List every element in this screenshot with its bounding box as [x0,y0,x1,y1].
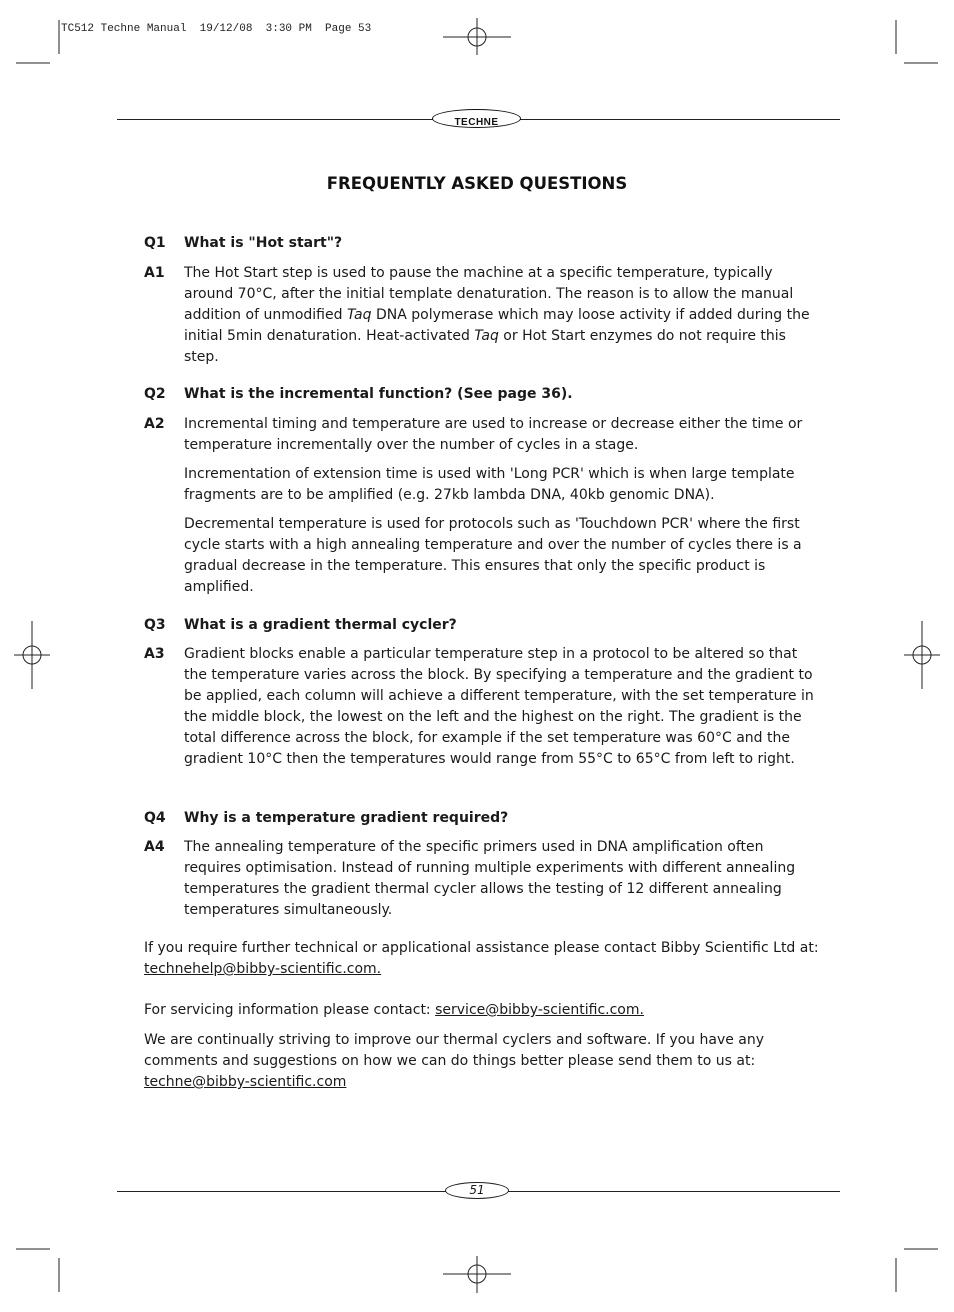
question-tag: Q1 [144,235,166,251]
answer-paragraph: Incremental timing and temperature are used to increase or decrease either the time or temperature incrementally over the number of cycles in a stage. [184,416,803,453]
question-tag: Q4 [144,810,166,826]
answer-tag: A3 [144,646,165,662]
question-tag: Q2 [144,386,166,402]
registration-mark-left [14,621,50,689]
registration-mark-right [904,621,940,689]
question-text: What is the incremental function? (See page 36). [184,386,573,402]
print-slug: TC512 Techne Manual 19/12/08 3:30 PM Page 53 [61,23,372,35]
question-3 [144,615,824,636]
service-contact [144,1000,824,1021]
question-tag: Q3 [144,617,166,633]
answer-paragraph: The annealing temperature of the specific primers used in DNA amplification often requires optimisation. Instead of running multiple experiments with different annealing temperatures the gradient thermal cycler allows the testing of 12 different annealing temperatures simultaneously. [184,839,796,918]
answer-tag: A4 [144,839,165,855]
question-text: What is "Hot start"? [184,235,343,251]
answer-paragraph: Incrementation of extension time is used with 'Long PCR' which is when large template fragments are to be amplified (e.g. 27kb lambda DNA, 40kb genomic DNA). [184,466,795,503]
answer-tag: A2 [144,416,165,432]
taq-italic: Taq [474,328,499,344]
techne-email-link[interactable]: techne@bibby-scientific.com [144,1074,347,1090]
answer-text: The Hot Start step is used to pause the machine at a specific temperature, typically around 70°C, after the initial template denaturation. The reason is to allow the manual addition of unmodified Taq DNA polymerase which may loose activity if added during the initial 5min denaturation. Heat-activated Taq or Hot Start enzymes do not require this step. [184,265,810,365]
logo-text: TECHNE [454,117,499,128]
question-text: Why is a temperature gradient required? [184,810,509,826]
answer-paragraph: Decremental temperature is used for protocols such as 'Touchdown PCR' where the first cycle starts with a high annealing temperature and over the number of cycles there is a gradual decrease in the temperature. This ensures that only the specific product is amplified. [184,516,802,595]
taq-italic: Taq [346,307,372,323]
question-text: What is a gradient thermal cycler? [184,617,457,633]
service-text: For servicing information please contact: [144,1002,436,1018]
answer-tag: A1 [144,265,165,281]
page-number: 51 [445,1182,509,1199]
page-title: FREQUENTLY ASKED QUESTIONS [326,174,628,193]
question-2 [144,384,824,405]
answer-2 [144,414,824,606]
assistance-contact [144,938,824,980]
registration-mark-bottom [443,1256,511,1293]
answer-1 [144,263,824,368]
question-1 [144,233,824,254]
techne-logo [432,109,521,128]
question-4 [144,808,824,829]
answer-paragraph: Gradient blocks enable a particular temperature step in a protocol to be altered so that the temperature varies across the block. By specifying a temperature and the gradient to be applied, each column will achieve a different temperature, with the set temperature in the middle block, the lowest on the left and the highest on the right. The gradient is the total difference across the block, for example if the set temperature was 60°C and the gradient 10°C then the temperatures would range from 55°C to 65°C from left to right. [184,646,814,767]
answer-4 [144,837,824,929]
feedback-contact [144,1030,824,1093]
answer-3 [144,644,824,778]
service-email-link[interactable]: service@bibby-scientific.com. [435,1002,644,1018]
assistance-text: If you require further technical or applicational assistance please contact Bibby Scientific Ltd at: [144,940,819,956]
feedback-text: We are continually striving to improve our thermal cyclers and software. If you have any comments and suggestions on how we can do things better please send them to us at: [144,1032,765,1069]
registration-mark-top [443,18,511,55]
technehelp-email-link[interactable]: technehelp@bibby-scientific.com. [144,961,382,977]
